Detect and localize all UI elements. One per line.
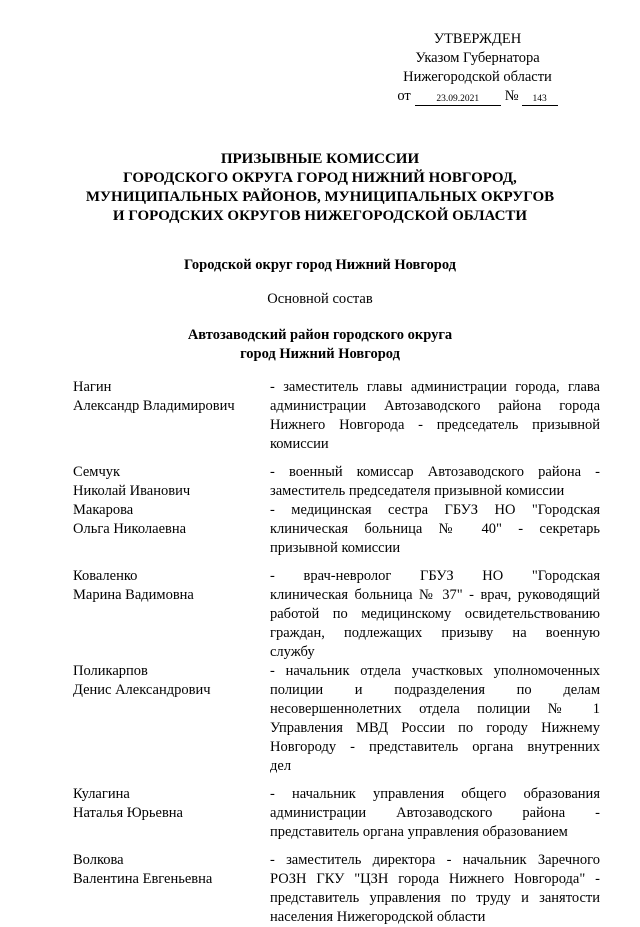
member-given-name: Валентина Евгеньевна [73,871,213,887]
member-surname: Нагин [73,379,112,395]
member-surname: Семчук [73,464,121,480]
member-role [270,851,600,927]
district-heading: Городской округ город Нижний Новгород [183,257,457,273]
title-line: ГОРОДСКОГО ОКРУГА ГОРОД НИЖНИЙ НОВГОРОД, [123,170,517,186]
member-row [73,662,600,776]
role-line: представитель управления по труду и занятости [270,890,600,906]
approval-title: УТВЕРЖДЕН [433,31,522,47]
member-name [73,378,270,454]
role-line: администрации Автозаводского района города [270,398,600,414]
member-given-name: Александр Владимирович [73,398,235,414]
member-role [270,501,600,558]
member-row [73,851,600,927]
title-line: МУНИЦИПАЛЬНЫХ РАЙОНОВ, МУНИЦИПАЛЬНЫХ ОКРУГОВ [85,189,555,205]
role-line: РОЗН ГКУ "ЦЗН города Нижнего Новгорода" - [270,871,600,887]
member-role [270,463,600,501]
member-row [73,463,600,501]
member-given-name: Николай Иванович [73,483,191,499]
role-line: Новгороду - представитель органа внутренних [270,739,600,755]
member-name [73,501,270,558]
approval-authority: Указом Губернатора [415,50,540,66]
approval-number-sign: № [504,88,519,104]
member-name [73,463,270,501]
role-line: граждан, подлежащих призыву на военную [270,625,600,641]
role-line: полиции и подразделения по делам [270,682,600,698]
member-given-name: Ольга Николаевна [73,521,187,537]
role-line: призывной комиссии [270,540,401,556]
member-given-name: Наталья Юрьевна [73,805,183,821]
role-line: Управления МВД России по городу Нижнему [270,720,600,736]
role-line: клиническая больница № 37" - врач, руководящий [270,587,600,603]
member-row [73,567,600,662]
member-surname: Макарова [73,502,134,518]
role-line: несовершеннолетних отдела полиции № 1 [270,701,600,717]
title-line: ПРИЗЫВНЫЕ КОМИССИИ [220,151,420,167]
role-line: - начальник отдела участковых уполномоченных [270,663,600,679]
role-line: заместитель председателя призывной комиссии [270,483,565,499]
member-surname: Поликарпов [73,663,148,679]
member-given-name: Денис Александрович [73,682,211,698]
role-line: - начальник управления общего образования [270,786,600,802]
members-list [73,378,600,927]
member-row [73,378,600,454]
member-role [270,567,600,662]
member-row [73,501,600,558]
role-line: работой по медицинскому освидетельствованию [270,606,600,622]
role-line: - заместитель главы администрации города, глава [270,379,600,395]
approval-from-label: от [397,88,411,104]
role-line: - врач-невролог ГБУЗ НО "Городская [270,568,600,584]
subdistrict-heading-line2: город Нижний Новгород [240,346,400,362]
member-role [270,662,600,776]
approval-date-line [390,87,565,106]
role-line: клиническая больница № 40" - секретарь [270,521,600,537]
composition-heading: Основной состав [267,291,373,307]
member-name [73,662,270,776]
role-line: представитель органа управления образованием [270,824,568,840]
member-surname: Кулагина [73,786,130,802]
title-line: И ГОРОДСКИХ ОКРУГОВ НИЖЕГОРОДСКОЙ ОБЛАСТИ [112,208,528,224]
document-title [60,150,580,226]
role-line: службу [270,644,315,660]
role-line: администрации Автозаводского района - [270,805,600,821]
role-line: населения Нижегородской области [270,909,486,925]
approval-block [390,30,565,106]
role-line: комиссии [270,436,329,452]
role-line: дел [270,758,292,774]
member-given-name: Марина Вадимовна [73,587,194,603]
role-line: - военный комиссар Автозаводского района - [270,464,600,480]
subdistrict-heading-line1: Автозаводский район городского округа [187,327,453,343]
role-line: Нижнего Новгорода - председатель призывной [270,417,600,433]
member-role [270,785,600,842]
approval-date: 23.09.2021 [415,93,501,106]
member-row [73,785,600,842]
member-name [73,785,270,842]
member-role [270,378,600,454]
member-name [73,851,270,927]
role-line: - заместитель директора - начальник Заречного [270,852,600,868]
member-name [73,567,270,662]
member-surname: Волкова [73,852,124,868]
role-line: - медицинская сестра ГБУЗ НО "Городская [270,502,600,518]
approval-number: 143 [522,93,558,106]
approval-region: Нижегородской области [403,69,552,85]
member-surname: Коваленко [73,568,138,584]
